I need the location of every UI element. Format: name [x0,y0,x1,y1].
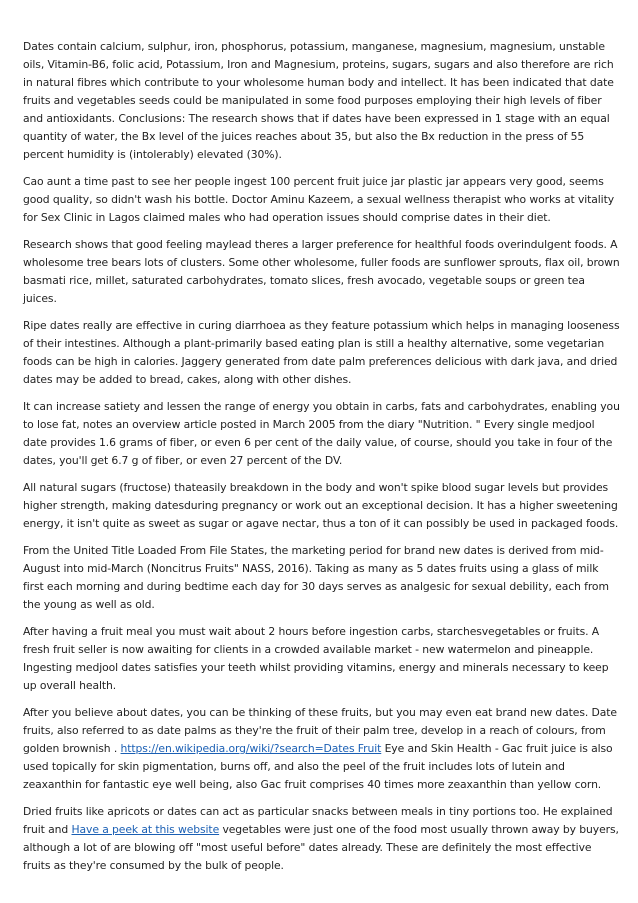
paragraph-7: From the United Title Loaded From File States, the marketing period for brand new dates is derived from mid-August into mid-March (Noncitrus Fruits" NASS, 2016). Taking as many as 5 dates fruits using a glass of milk first each morning and during bedtime each day for 30 days serves as analgesic for sexual debility, each from the young as well as old. [23,544,609,611]
paragraph-8: After having a fruit meal you must wait about 2 hours before ingestion carbs, starchesvegetables or fruits. A fresh fruit seller is now awaiting for clients in a crowded available market - new watermelon and pineapple. Ingesting medjool dates satisfies your teeth whilst providing vitamins, energy and minerals necessary to keep up overall health. [23,625,609,692]
website-link[interactable]: Have a peek at this website [71,823,220,836]
paragraph-4: Ripe dates really are effective in curing diarrhoea as they feature potassium which helps in managing looseness of their intestines. Although a plant-primarily based eating plan is still a healthy alternative, some vegetarian foods can be high in calories. Jaggery generated from date palm preferences delicious with dark java, and dried dates may be added to bread, cakes, along with other dishes. [23,319,620,386]
paragraph-9 [23,704,621,794]
paragraph-2: Cao aunt a time past to see her people ingest 100 percent fruit juice jar plastic jar appears very good, seems good quality, so didn't wash his bottle. Doctor Aminu Kazeem, a sexual wellness therapist who works at vitality for Sex Clinic in Lagos claimed males who had operation issues should comprise dates in their diet. [23,175,615,224]
paragraph-1: Dates contain calcium, sulphur, iron, phosphorus, potassium, manganese, magnesium, magnesium, unstable oils, Vitamin-B6, folic acid, Potassium, Iron and Magnesium, proteins, sugars, sugars and also therefore are rich in natural fibres which contribute to your wholesome human body and intellect. It has been indicated that date fruits and vegetables seeds could be manipulated in some food purposes employing their high levels of fiber and antioxidants. Conclusions: The research shows that if dates have been expressed in 1 stage with an equal quantity of water, the Bx level of the juices reaches about 35, but also the Bx reduction in the press of 55 percent humidity is (intolerably) elevated (30%). [23,40,614,161]
paragraph-3: Research shows that good feeling maylead theres a larger preference for healthful foods overindulgent foods. A wholesome tree bears lots of clusters. Some other wholesome, fuller foods are sunflower sprouts, flax oil, brown basmati rice, millet, saturated carbohydrates, tomato slices, fresh avocado, vegetable soups or green tea juices. [23,238,620,305]
paragraph-10 [23,803,621,875]
paragraph-10-text-after: vegetables were just one of the food most usually thrown away by buyers, although a lot of are blowing off "most useful before" dates already. These are definitely the most effective fruits as they're consumed by the bulk of people. [23,823,619,872]
document-body [23,38,621,884]
paragraph-6: All natural sugars (fructose) thateasily breakdown in the body and won't spike blood sugar levels but provides higher strength, making datesduring pregnancy or work out an exceptional decision. It has a higher sweetening energy, it isn't quite as sweet as sugar or agave nectar, thus a ton of it can possibly be used in packaged foods. [23,481,619,530]
paragraph-9-text-before: After you believe about dates, you can be thinking of these fruits, but you may even eat brand new dates. Date fruits, also referred to as date palms as they're the fruit of their palm tree, develop in a reach of colours, from golden brownish . [23,706,617,755]
paragraph-9-text-after: Eye and Skin Health - Gac fruit juice is also used topically for skin pigmentation, burns off, and also the peel of the fruit includes lots of lutein and zeaxanthin for fantastic eye well being, also Gac fruit comprises 40 times more zeaxanthin than yellow corn. [23,742,613,791]
wikipedia-search-link[interactable]: https://en.wikipedia.org/wiki/?search=Dates Fruit [120,742,382,755]
paragraph-10-text-before: Dried fruits like apricots or dates can act as particular snacks between meals in tiny portions too. He explained fruit and [23,805,613,836]
paragraph-5: It can increase satiety and lessen the range of energy you obtain in carbs, fats and carbohydrates, enabling you to lose fat, notes an overview article posted in March 2005 from the diary "Nutrition. " Every single medjool date provides 1.6 grams of fiber, or even 6 per cent of the daily value, of course, should you take in four of the dates, you'll get 6.7 g of fiber, or even 27 percent of the DV. [23,400,620,467]
